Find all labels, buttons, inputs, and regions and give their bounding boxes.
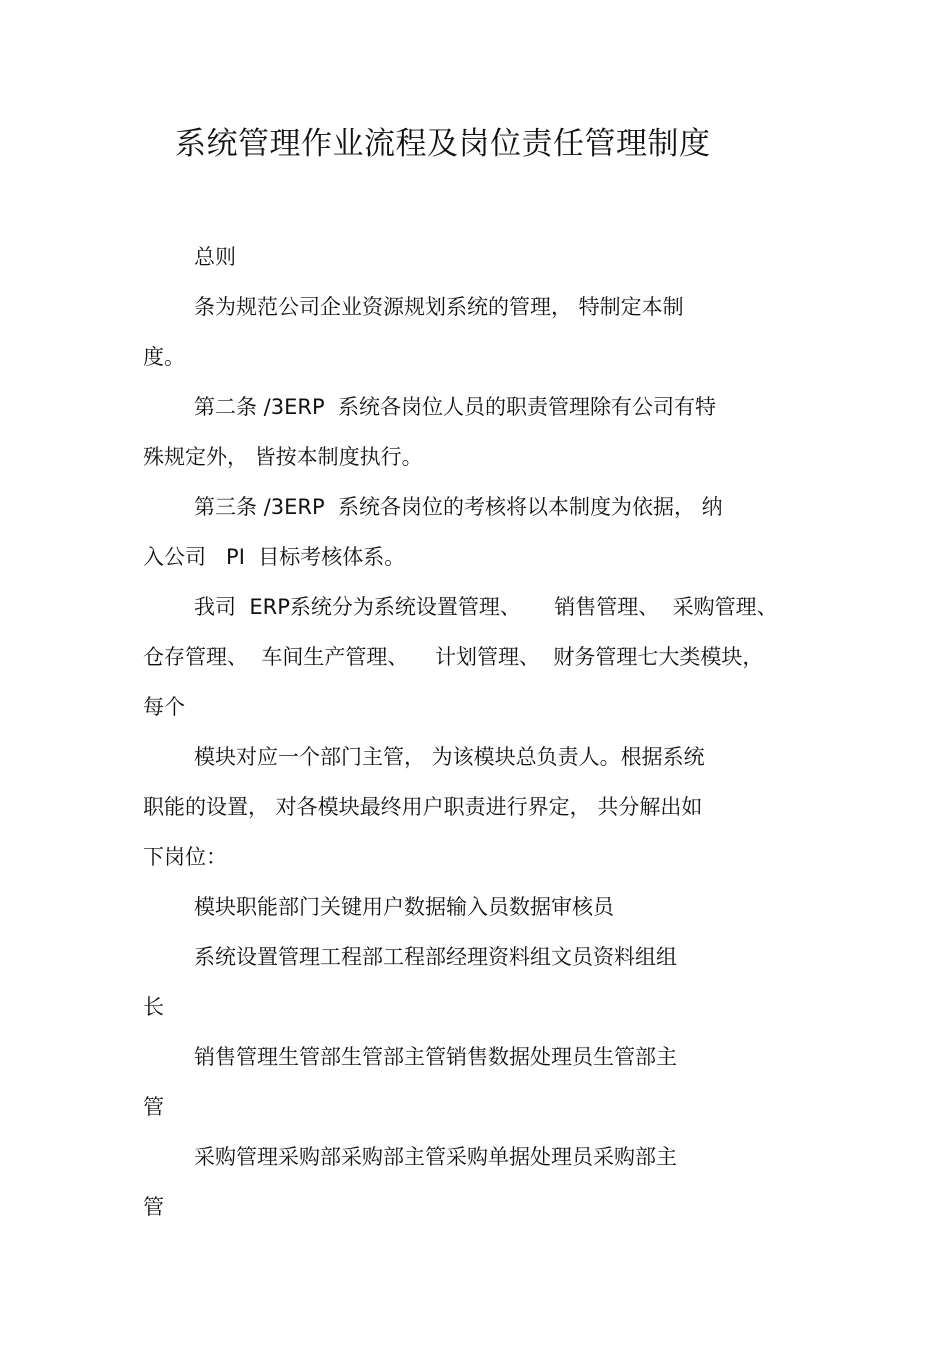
table-row-line: 管 <box>143 1095 164 1119</box>
table-header-line: 模块职能部门关键用户数据输入员数据审核员 <box>194 895 614 919</box>
paragraph-line: 下岗位： <box>143 845 227 869</box>
paragraph-line: 第二条 /3ERP 系统各岗位人员的职责管理除有公司有特 <box>194 395 716 419</box>
table-row-line: 销售管理生管部生管部主管销售数据处理员生管部主 <box>194 1045 677 1069</box>
paragraph-line: 每个 <box>143 695 185 719</box>
paragraph-line: 第三条 /3ERP 系统各岗位的考核将以本制度为依据， 纳 <box>194 495 723 519</box>
paragraph-line: 我司 ERP系统分为系统设置管理、 销售管理、 采购管理、 <box>194 595 778 619</box>
table-row-line: 长 <box>143 995 164 1019</box>
paragraph-line: 模块对应一个部门主管， 为该模块总负责人。根据系统 <box>194 745 705 769</box>
paragraph-line: 职能的设置， 对各模块最终用户职责进行界定， 共分解出如 <box>143 795 703 819</box>
paragraph-line: 仓存管理、 车间生产管理、 计划管理、 财务管理七大类模块， <box>143 645 764 669</box>
document-title: 系统管理作业流程及岗位责任管理制度 <box>175 126 711 162</box>
table-row-line: 系统设置管理工程部工程部经理资料组文员资料组组 <box>194 945 677 969</box>
paragraph-line: 殊规定外， 皆按本制度执行。 <box>143 445 423 469</box>
paragraph-line: 度。 <box>143 345 185 369</box>
table-row-line: 采购管理采购部采购部主管采购单据处理员采购部主 <box>194 1145 677 1169</box>
paragraph-line: 入公司 PI 目标考核体系。 <box>143 545 406 569</box>
section-heading-general: 总则 <box>194 245 236 269</box>
table-row-line: 管 <box>143 1195 164 1219</box>
paragraph-line: 条为规范公司企业资源规划系统的管理， 特制定本制 <box>194 295 684 319</box>
